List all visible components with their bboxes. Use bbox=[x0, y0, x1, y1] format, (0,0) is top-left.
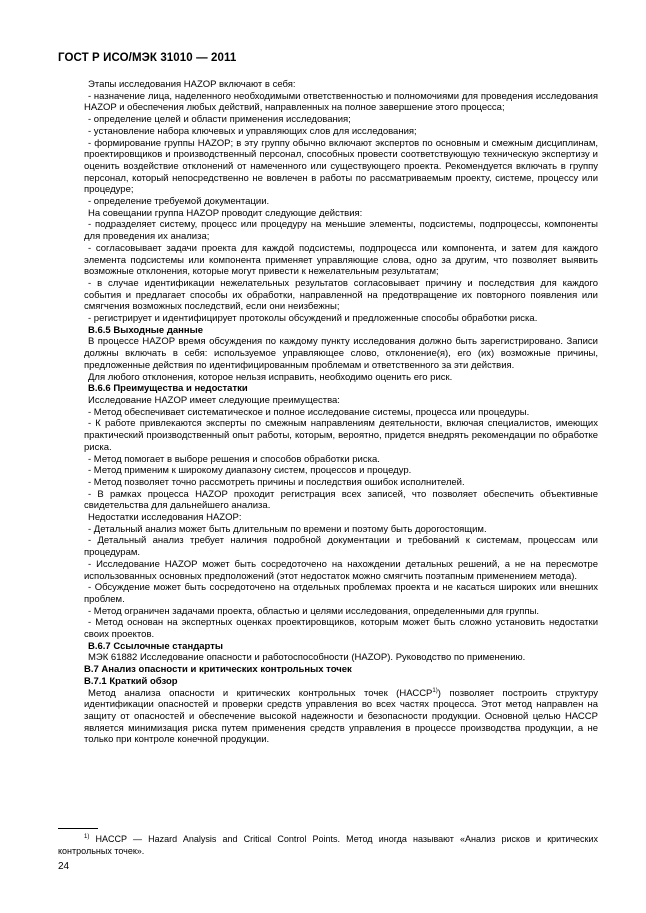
paragraph: Метод анализа опасности и критических контрольных точек (НАССР$^{1)}$) позволяет построить структуру идентификации опасностей и проверки средств управления во всех частях процесса. Этот метод направлен на защиту от опасностей и обеспечение высокой надежности и безопасности продукции. Основной целью НАССР является минимизация риска путем применения средств управления в процессе производства продукции, а не только при контроле конечной продукции. bbox=[84, 687, 599, 746]
paragraph: - Метод позволяет точно рассмотреть причины и последствия ошибок исполнителей. bbox=[88, 476, 465, 488]
paragraph: - формирование группы HAZOP; в эту группу обычно включают экспертов по основным и смежным дисциплинам, проектировщиков и производственный персонал, способных провести соответствующую техническую экспертизу и оценить воздействие отклонений от намеченного или существующего проекта. Рекомендуется включать в группу персонал, который непосредственно не вовлечен в работы по рассматриваемым проекту, системе, процессу или процедуре; bbox=[84, 137, 598, 196]
paragraph: - К работе привлекаются эксперты по смежным направлениям деятельности, включая специалистов, имеющих практический производственный опыт работы, которым, вероятно, придется внедрять рекомендации по обработке риска. bbox=[84, 418, 598, 453]
paragraph: - определение требуемой документации. bbox=[88, 196, 270, 208]
paragraph: МЭК 61882 Исследование опасности и работоспособности (HAZOP). Руководство по применению. bbox=[88, 652, 526, 664]
paragraph: - согласовывает задачи проекта для каждой подсистемы, подпроцесса или компонента, и затем для каждого элемента подсистемы или компонента применяет управляющие слова, одно за другим, что позволяет выявить возможные отклонения, которые могут привести к нежелательным результатам; bbox=[84, 242, 598, 278]
paragraph: - назначение лица, наделенного необходимыми ответственностью и полномочиями для проведения исследования HAZOP и обеспечения любых действий, направленных на полное завершение этого процесса; bbox=[84, 90, 598, 114]
paragraph: - установление набора ключевых и управляющих слов для исследования; bbox=[88, 125, 417, 137]
paragraph: - В рамках процесса HAZOP проходит регистрация всех записей, что позволяет обеспечить объективные свидетельства для дальнейшего анализа. bbox=[84, 488, 598, 512]
section-heading: В.7.1 Краткий обзор bbox=[84, 675, 178, 687]
paragraph: - Метод основан на экспертных оценках проектировщиков, которым может быть сложно установить недостатки своих проектов. bbox=[84, 617, 598, 641]
page-number: 24 bbox=[58, 861, 70, 872]
paragraph: - Метод применим к широкому диапазону систем, процессов и процедур. bbox=[88, 465, 412, 477]
paragraph: - Исследование HAZOP может быть сосредоточено на нахождении детальных решений, а не на пересмотре использованных основных предположений (этот недостаток можно смягчить поэтапным применением метода). bbox=[84, 558, 598, 582]
paragraph: На совещании группа HAZOP проводит следующие действия: bbox=[88, 207, 363, 219]
paragraph: - Детальный анализ требует наличия подробной документации и требований к системам, процессам или процедурам. bbox=[84, 535, 598, 559]
footnote-text: HACCP — Hazard Analysis and Critical Control Points. Метод иногда называют «Анализ рисков и критических контрольных точек». bbox=[58, 834, 598, 856]
paragraph: - в случае идентификации нежелательных результатов согласовывает причину и последствия для каждого события и предлагает способы их обработки, направленной на предотвращение их повторного появления или смягчения возможных последствий, если они неизбежны; bbox=[84, 277, 598, 313]
paragraph: Исследование HAZOP имеет следующие преимущества: bbox=[88, 394, 340, 406]
paragraph: Недостатки исследования HAZOP: bbox=[88, 512, 242, 524]
paragraph: - Детальный анализ может быть длительным по времени и поэтому быть дорогостоящим. bbox=[88, 523, 487, 535]
footnote-mark: 1) bbox=[84, 834, 90, 840]
paragraph: Этапы исследования HAZOP включают в себя: bbox=[88, 79, 296, 90]
paragraph: В процессе HAZOP время обсуждения по каждому пункту исследования должно быть зарегистрировано. Записи должны включать в себя: используемое управляющее слово, отклонение(я), его (их) возможные причины, предложенные действия по идентифицированным проблемам и ответственного за эти действия. bbox=[84, 336, 598, 371]
paragraph: - Обсуждение может быть сосредоточено на отдельных проблемах проекта и не касаться широких или внешних проблем. bbox=[84, 582, 598, 605]
footnote bbox=[58, 834, 598, 857]
section-heading: В.6.6 Преимущества и недостатки bbox=[88, 383, 248, 395]
paragraph: Для любого отклонения, которое нельзя исправить, необходимо оценить его риск. bbox=[88, 371, 453, 383]
paragraph: - Метод ограничен задачами проекта, областью и целями исследования, определенными для группы. bbox=[88, 605, 540, 617]
document-body bbox=[84, 79, 598, 746]
footnote-divider bbox=[58, 828, 98, 829]
document-header: ГОСТ Р ИСО/МЭК 31010 — 2011 bbox=[58, 52, 237, 64]
section-heading: В.6.5 Выходные данные bbox=[88, 324, 204, 336]
section-heading: В.6.7 Ссылочные стандарты bbox=[88, 640, 223, 652]
section-heading: В.7 Анализ опасности и критических контрольных точек bbox=[84, 664, 352, 676]
paragraph: - определение целей и области применения исследования; bbox=[88, 114, 351, 126]
paragraph: - Метод обеспечивает систематическое и полное исследование системы, процесса или процедуры. bbox=[88, 406, 530, 418]
paragraph: - регистрирует и идентифицирует протоколы обсуждений и предложенные способы обработки риска. bbox=[88, 313, 538, 325]
paragraph: - подразделяет систему, процесс или процедуру на меньшие элементы, подсистемы, подпроцессы, компоненты для проведения их анализа; bbox=[84, 219, 598, 243]
footnote-ref: 1) bbox=[432, 687, 438, 694]
paragraph: - Метод помогает в выборе решения и способов обработки риска. bbox=[88, 453, 380, 465]
